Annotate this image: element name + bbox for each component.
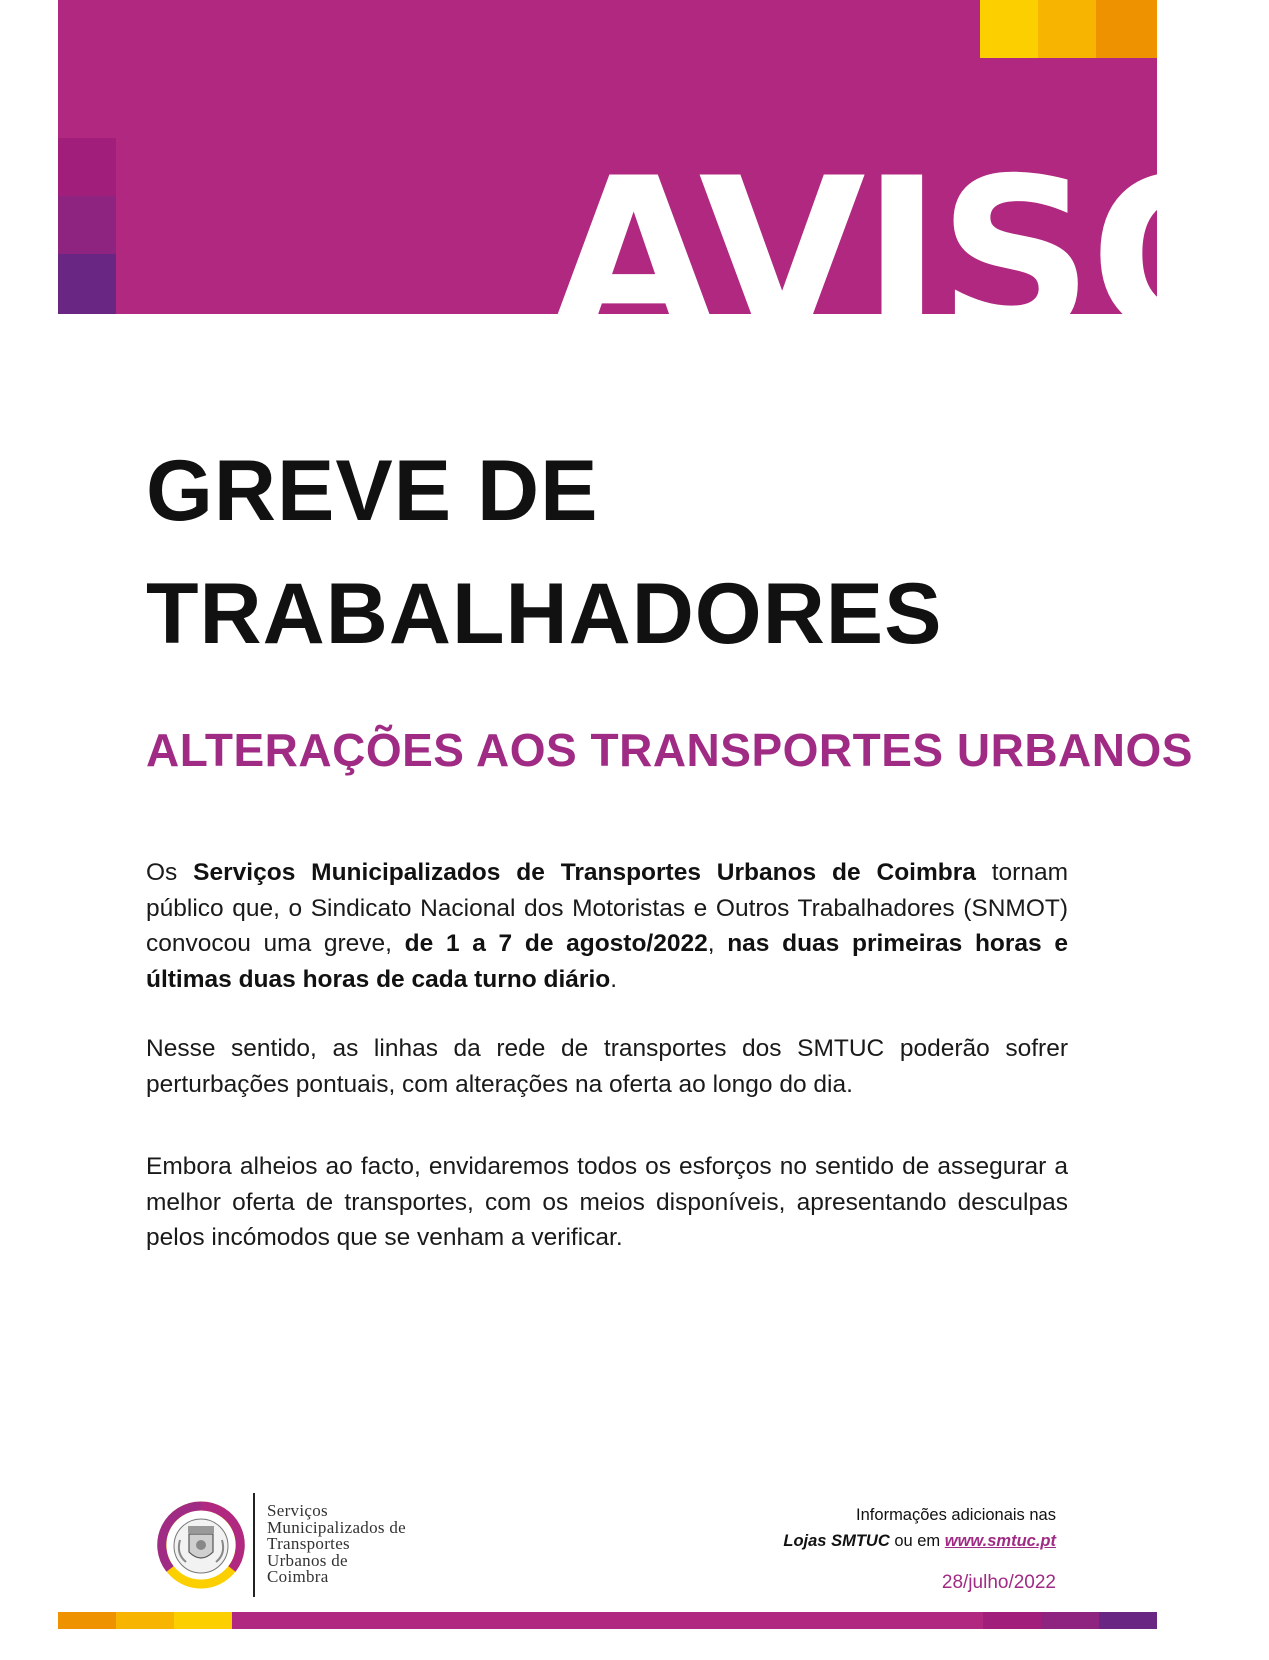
bar-segment-dark-magenta	[983, 1612, 1041, 1629]
bar-segment-magenta	[232, 1612, 983, 1629]
p1-text-a: Os	[146, 859, 194, 886]
org-line-2: Municipalizados de	[267, 1517, 407, 1537]
aviso-heading: AVISO	[550, 132, 1269, 383]
org-line-4: Urbanos de	[267, 1550, 348, 1570]
org-line-5: Coimbra	[267, 1567, 329, 1586]
bar-segment-orange	[58, 1612, 116, 1629]
bar-segment-amber	[116, 1612, 174, 1629]
org-line-1: Serviços	[267, 1501, 328, 1520]
paragraph-3-text: Embora alheios ao facto, envidaremos todos os esforços no sentido de assegurar a melhor oferta de transportes, com os meios disponíveis, apresentando desculpas pelos incómodos que se venham a verificar.	[146, 1153, 1068, 1251]
p1-strike-dates: de 1 a 7 de agosto/2022	[404, 930, 708, 957]
title-line-1: GREVE DE	[146, 443, 599, 539]
p1-text-b: tornam público que, o Sindicato Nacional dos Motoristas e Outros Trabalhadores (SNMOT) convocou uma greve,	[146, 859, 1068, 957]
bar-segment-yellow	[174, 1612, 232, 1629]
info-store: Lojas SMTUC	[783, 1532, 890, 1550]
paragraph-3	[146, 1149, 1068, 1256]
p1-org-name: Serviços Municipalizados de Transportes Urbanos de Coimbra	[193, 859, 976, 886]
corner-square-3	[1096, 0, 1157, 58]
bottom-color-bar	[58, 1612, 1157, 1629]
p1-strike-hours: nas duas primeiras horas e últimas duas horas de cada turno diário	[146, 930, 1068, 993]
bar-segment-plum	[1041, 1612, 1099, 1629]
org-line-3: Transportes	[267, 1534, 350, 1553]
org-name	[267, 1503, 406, 1586]
paragraph-2-text: Nesse sentido, as linhas da rede de transportes dos SMTUC poderão sofrer perturbações pontuais, com alterações na oferta ao longo do dia.	[146, 1035, 1068, 1098]
left-square-3	[58, 254, 116, 314]
coat-of-arms-icon	[156, 1500, 246, 1590]
website-link[interactable]: www.smtuc.pt	[944, 1532, 1056, 1550]
left-square-2	[58, 196, 116, 254]
left-square-1	[58, 138, 116, 196]
corner-square-1	[980, 0, 1038, 58]
title-line-2: TRABALHADORES	[146, 566, 943, 662]
logo-divider	[253, 1493, 255, 1597]
page-subtitle: ALTERAÇÕES AOS TRANSPORTES URBANOS	[146, 724, 1193, 776]
info-mid: ou em	[889, 1532, 945, 1550]
corner-square-2	[1038, 0, 1096, 58]
notice-date: 28/julho/2022	[941, 1572, 1056, 1593]
additional-info	[783, 1502, 1056, 1554]
info-line-1: Informações adicionais nas	[856, 1506, 1056, 1524]
bar-segment-purple	[1099, 1612, 1157, 1629]
aviso-banner	[58, 0, 1269, 383]
p1-text-c: ,	[707, 930, 728, 957]
paragraph-2	[146, 1031, 1068, 1102]
page-title	[146, 430, 943, 676]
paragraph-1	[146, 855, 1068, 997]
p1-text-d: .	[610, 965, 618, 993]
